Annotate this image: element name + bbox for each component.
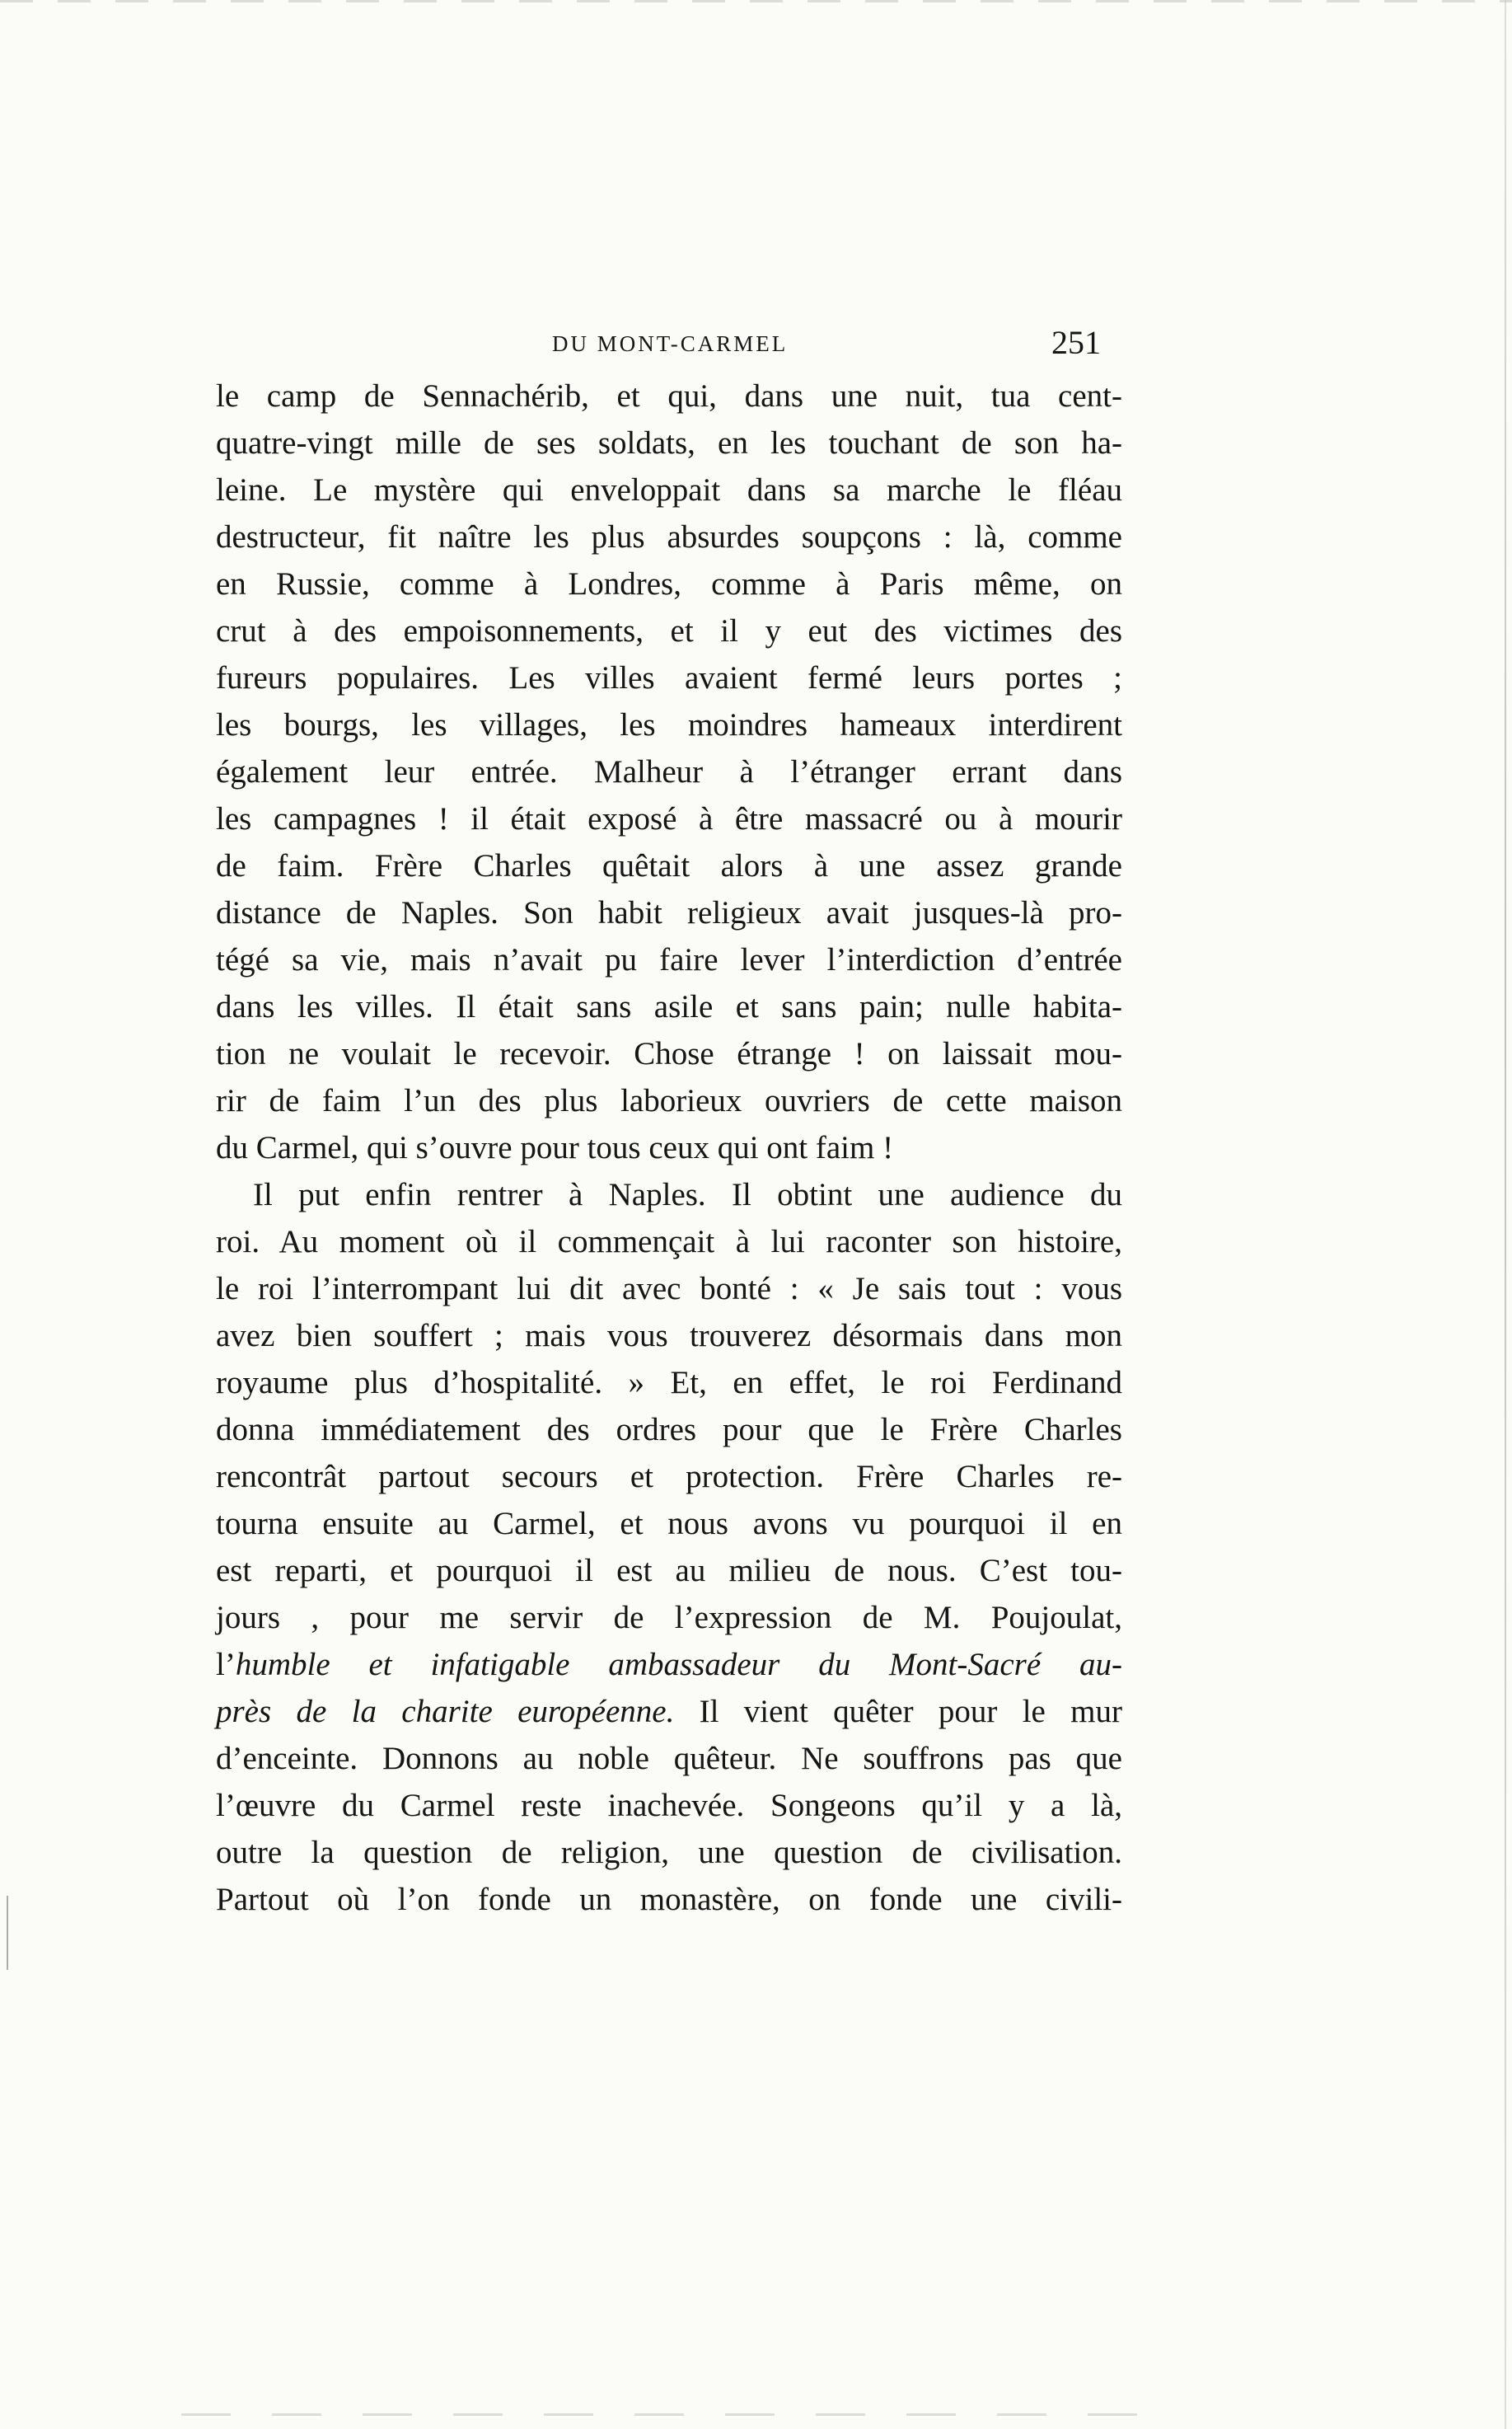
text-line: royaume plus d’hospitalité. » Et, en effet, le roi Ferdinand <box>216 1365 1122 1400</box>
text-line: Partout où l’on fonde un monastère, on fonde une civili- <box>216 1882 1122 1917</box>
italic-quote: humble et infatigable ambassadeur du Mont-Sacré au- <box>235 1647 1122 1682</box>
text-line-italic-quote <box>216 1688 1122 1735</box>
text-line: quatre-vingt mille de ses soldats, en les touchant de son ha- <box>216 425 1122 461</box>
paragraph-end-line: du Carmel, qui s’ouvre pour tous ceux qui ont faim ! <box>216 1130 894 1165</box>
text-line: rir de faim l’un des plus laborieux ouvriers de cette maison <box>216 1083 1122 1118</box>
body-text <box>216 373 1122 1923</box>
running-head-title: DU MONT-CARMEL <box>552 331 789 356</box>
text-line: donna immédiatement des ordres pour que le Frère Charles <box>216 1412 1122 1447</box>
scan-edge-top <box>0 0 1512 2</box>
text-line: est reparti, et pourquoi il est au milieu de nous. C’est tou- <box>216 1553 1122 1588</box>
scan-edge-bottom <box>181 2413 1170 2416</box>
text-line-italic-quote <box>216 1641 1122 1688</box>
text-line: avez bien souffert ; mais vous trouverez désormais dans mon <box>216 1318 1122 1353</box>
text-line: crut à des empoisonnements, et il y eut des victimes des <box>216 613 1122 649</box>
running-head <box>222 323 1117 369</box>
text-line: roi. Au moment où il commençait à lui raconter son histoire, <box>216 1224 1122 1259</box>
text-line: les campagnes ! il était exposé à être massacré ou à mourir <box>216 801 1122 837</box>
text-line: le camp de Sennachérib, et qui, dans une nuit, tua cent- <box>216 378 1122 414</box>
scan-edge-right <box>1505 0 1506 2429</box>
text-line: fureurs populaires. Les villes avaient fermé leurs portes ; <box>216 660 1122 696</box>
text-line: l’œuvre du Carmel reste inachevée. Songeons qu’il y a là, <box>216 1788 1122 1823</box>
text-line: le roi l’interrompant lui dit avec bonté : « Je sais tout : vous <box>216 1271 1122 1306</box>
text-line: tégé sa vie, mais n’avait pu faire lever l’interdiction d’entrée <box>216 942 1122 978</box>
text-line: outre la question de religion, une question de civilisation. <box>216 1835 1122 1870</box>
text-line: destructeur, fit naître les plus absurdes soupçons : là, comme <box>216 519 1122 555</box>
text-line: également leur entrée. Malheur à l’étranger errant dans <box>216 754 1122 790</box>
text-line: de faim. Frère Charles quêtait alors à une assez grande <box>216 848 1122 884</box>
text-line: dans les villes. Il était sans asile et sans pain; nulle habita- <box>216 989 1122 1025</box>
text-line: en Russie, comme à Londres, comme à Paris même, on <box>216 566 1122 602</box>
text-line: d’enceinte. Donnons au noble quêteur. Ne souffrons pas que <box>216 1741 1122 1776</box>
text-line: jours , pour me servir de l’expression de M. Poujoulat, <box>216 1600 1122 1635</box>
paragraph-start-line: Il put enfin rentrer à Naples. Il obtint une audience du <box>253 1177 1122 1212</box>
page-number: 251 <box>1051 324 1101 361</box>
text-line: distance de Naples. Son habit religieux avait jusques-là pro- <box>216 895 1122 931</box>
text-line: rencontrât partout secours et protection. Frère Charles re- <box>216 1459 1122 1494</box>
text-line: les bourgs, les villages, les moindres hameaux interdirent <box>216 707 1122 743</box>
text-line: tourna ensuite au Carmel, et nous avons vu pourquoi il en <box>216 1506 1122 1541</box>
italic-quote: près de la charite européenne. <box>216 1694 675 1729</box>
text-segment: l’ <box>216 1647 236 1682</box>
text-segment: Il vient quêter pour le mur <box>674 1694 1123 1729</box>
text-line: leine. Le mystère qui enveloppait dans sa marche le fléau <box>216 472 1122 508</box>
scan-mark-left <box>7 1896 8 1970</box>
text-line: tion ne voulait le recevoir. Chose étrange ! on laissait mou- <box>216 1036 1122 1071</box>
